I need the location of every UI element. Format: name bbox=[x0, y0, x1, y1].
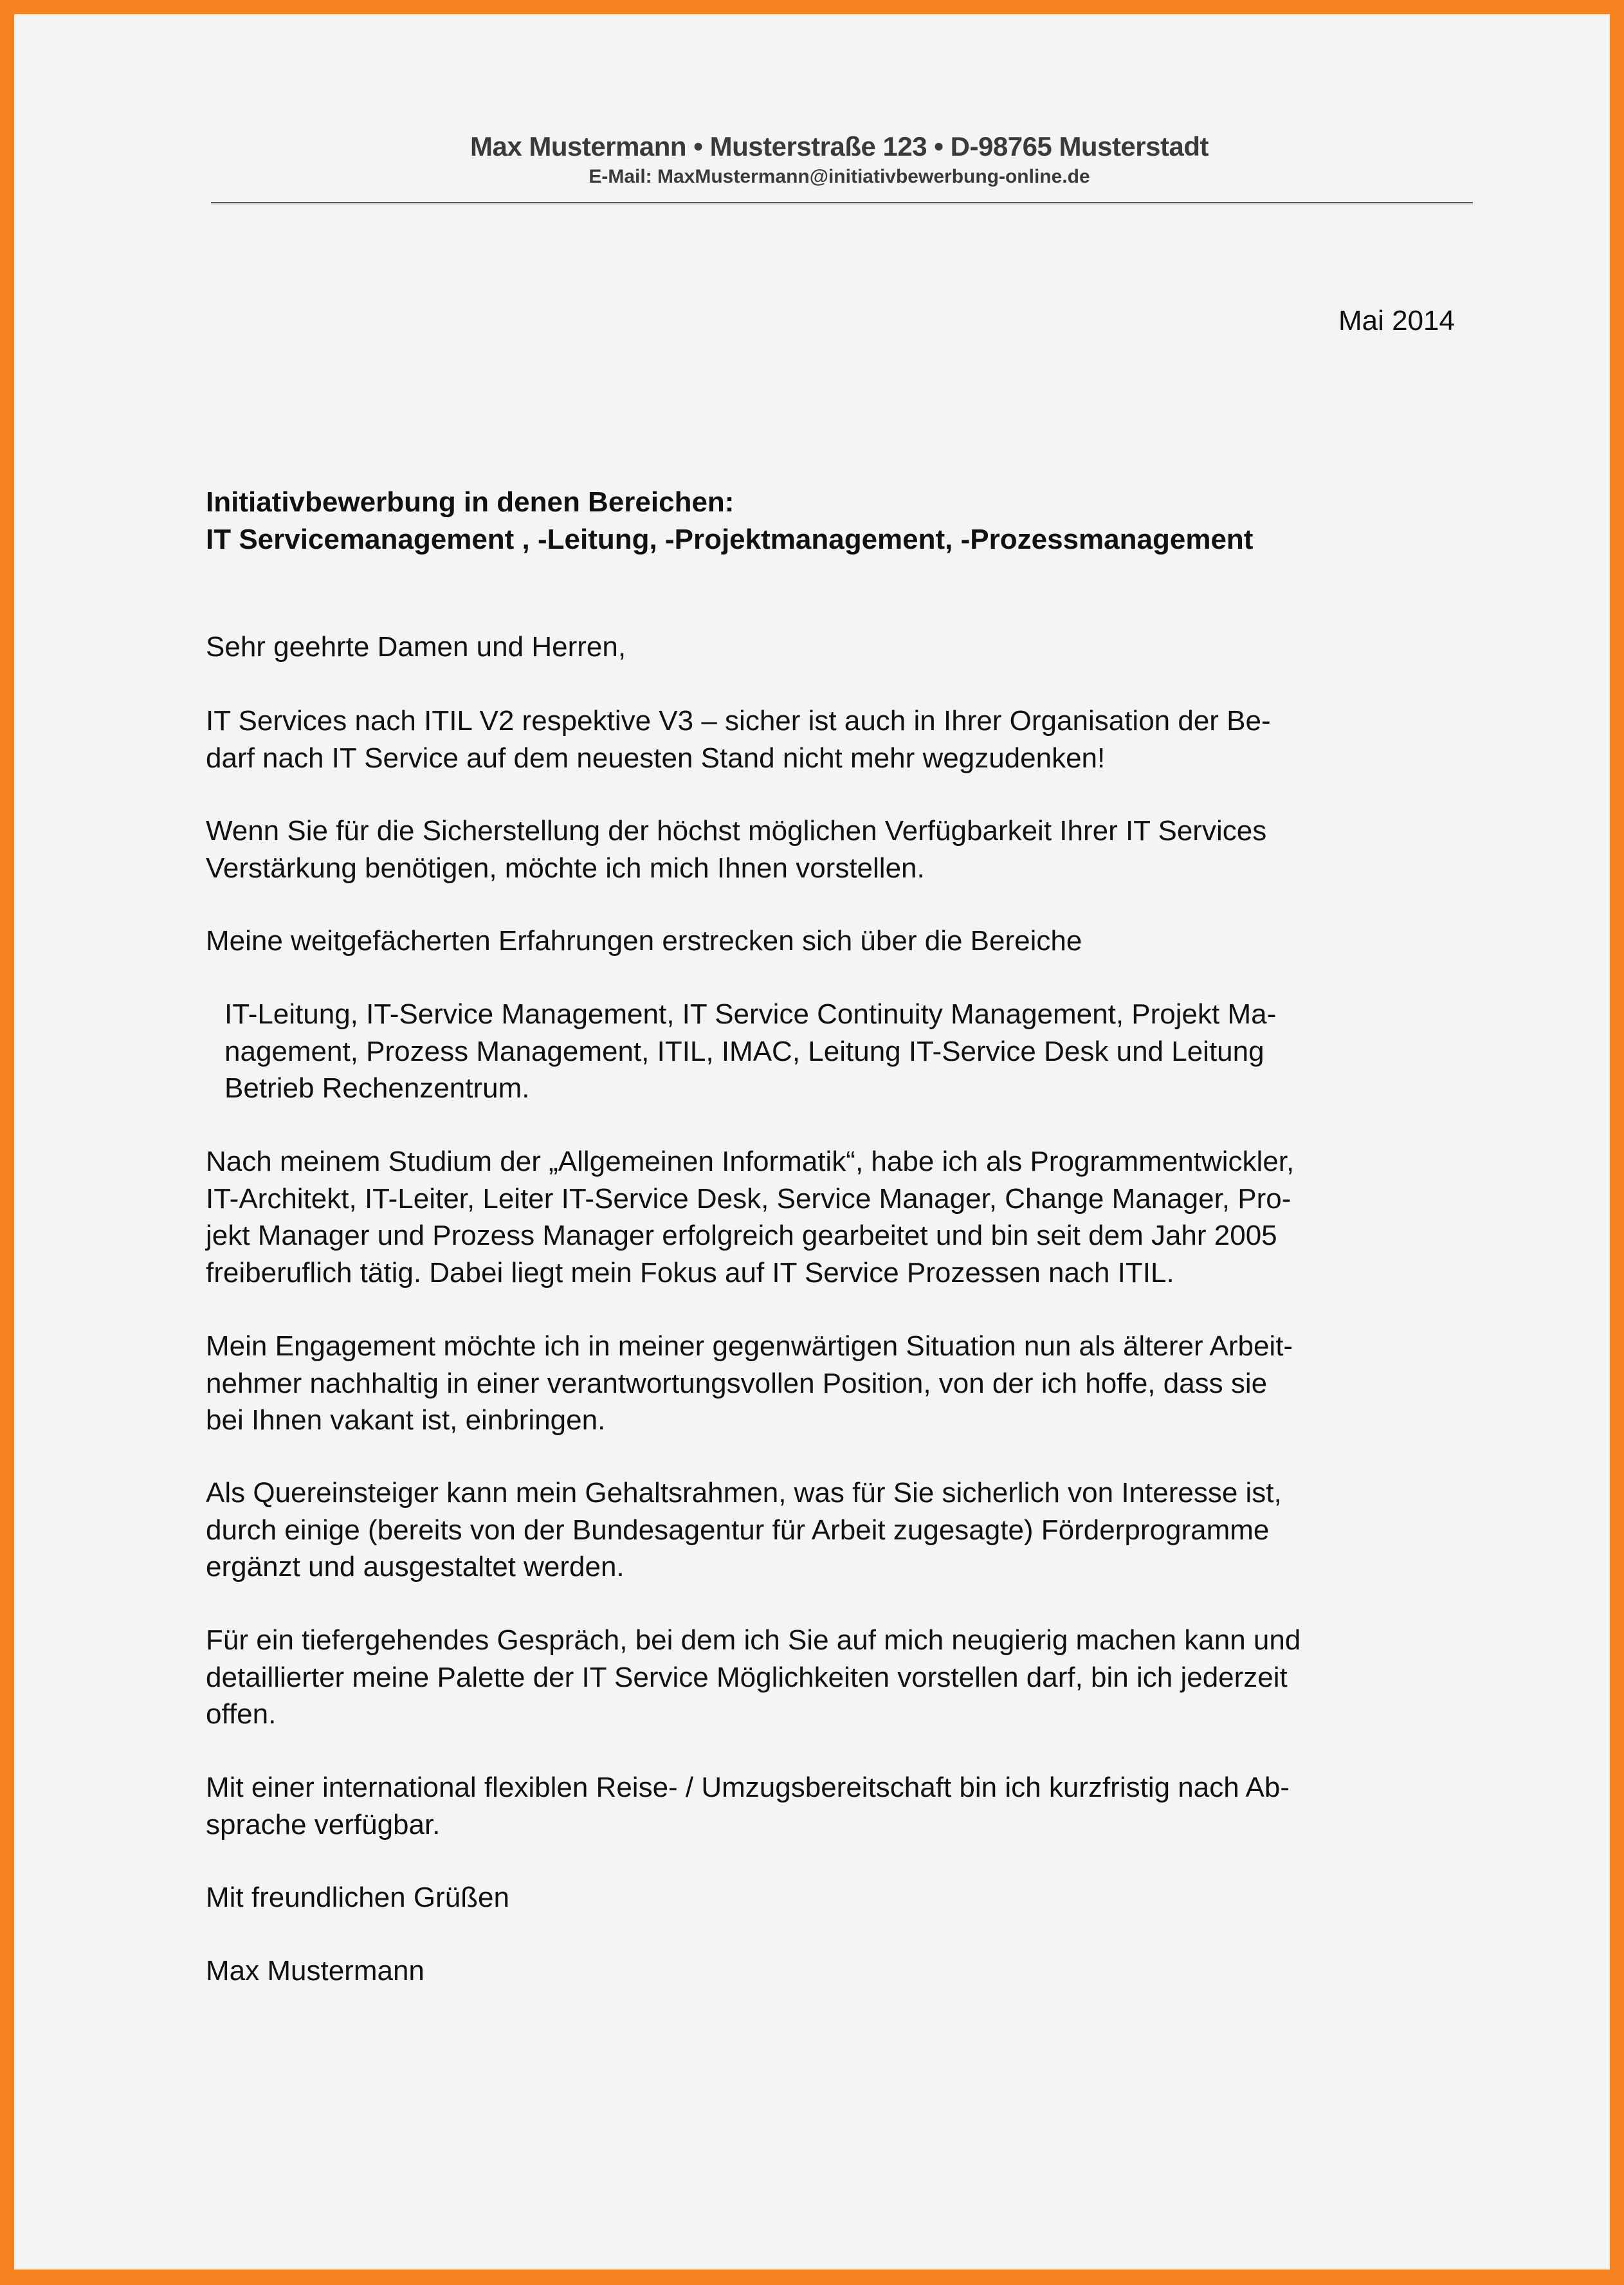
subject-line-2: IT Servicemanagement , -Leitung, -Projektmanagement, -Prozessmanagement bbox=[206, 524, 1254, 555]
salutation bbox=[206, 629, 1479, 666]
paragraph-line: nehmer nachhaltig in einer verantwortungsvollen Position, von der ich hoffe, dass sie bbox=[206, 1367, 1268, 1399]
letterhead-divider bbox=[211, 202, 1473, 205]
paragraph-line: Wenn Sie für die Sicherstellung der höchst möglichen Verfügbarkeit Ihrer IT Services bbox=[206, 815, 1267, 847]
paragraph-line: Für ein tiefergehendes Gespräch, bei dem ich Sie auf mich neugierig machen kann und bbox=[206, 1624, 1301, 1656]
letter-page bbox=[14, 14, 1610, 2270]
subject-block bbox=[206, 484, 1253, 558]
paragraph-line: Nach meinem Studium der „Allgemeinen Informatik“, habe ich als Programmentwickler, bbox=[206, 1146, 1295, 1177]
subject-line-1: Initiativbewerbung in denen Bereichen: bbox=[206, 486, 734, 518]
paragraph-line: sprache verfügbar. bbox=[206, 1808, 441, 1840]
paragraph-3 bbox=[206, 922, 1479, 960]
signature bbox=[206, 1952, 1479, 1990]
closing-text: Mit freundlichen Grüßen bbox=[206, 1882, 509, 1913]
paragraph-line: Verstärkung benötigen, möchte ich mich Ihnen vorstellen. bbox=[206, 852, 925, 884]
expertise-list-paragraph bbox=[224, 996, 1498, 1107]
paragraph-line: detaillierter meine Palette der IT Service Möglichkeiten vorstellen darf, bin ich jederzeit bbox=[206, 1661, 1288, 1693]
salutation-text: Sehr geehrte Damen und Herren, bbox=[206, 631, 626, 663]
paragraph-2 bbox=[206, 812, 1479, 886]
paragraph-line: Mit einer international flexiblen Reise- / Umzugsbereitschaft bin ich kurzfristig nach Ab- bbox=[206, 1772, 1290, 1803]
paragraph-line: nagement, Prozess Management, ITIL, IMAC, Leitung IT-Service Desk und Leitung bbox=[224, 1035, 1264, 1067]
sender-name-address: Max Mustermann • Musterstraße 123 • D-98765 Musterstadt bbox=[470, 131, 1209, 161]
paragraph-5 bbox=[206, 1143, 1479, 1291]
sender-email: E-Mail: MaxMustermann@initiativbewerbung-online.de bbox=[588, 166, 1090, 187]
paragraph-line: freiberuflich tätig. Dabei liegt mein Fokus auf IT Service Prozessen nach ITIL. bbox=[206, 1256, 1174, 1289]
paragraph-1 bbox=[206, 702, 1479, 776]
paragraph-line: jekt Manager und Prozess Manager erfolgreich gearbeitet und bin seit dem Jahr 2005 bbox=[206, 1220, 1277, 1251]
paragraph-line: bei Ihnen vakant ist, einbringen. bbox=[206, 1404, 606, 1436]
paragraph-line: darf nach IT Service auf dem neuesten Stand nicht mehr wegzudenken! bbox=[206, 742, 1106, 774]
paragraph-line: IT-Leitung, IT-Service Management, IT Service Continuity Management, Projekt Ma- bbox=[224, 998, 1277, 1030]
closing bbox=[206, 1879, 1479, 1916]
paragraph-8 bbox=[206, 1622, 1479, 1733]
paragraph-line: ergänzt und ausgestaltet werden. bbox=[206, 1551, 625, 1583]
paragraph-line: Als Quereinsteiger kann mein Gehaltsrahmen, was für Sie sicherlich von Interesse ist, bbox=[206, 1477, 1282, 1509]
paragraph-7 bbox=[206, 1474, 1479, 1586]
paragraph-line: IT-Architekt, IT-Leiter, Leiter IT-Service Desk, Service Manager, Change Manager, Pro- bbox=[206, 1182, 1291, 1215]
paragraph-line: IT Services nach ITIL V2 respektive V3 – sicher ist auch in Ihrer Organisation der Be- bbox=[206, 705, 1271, 737]
paragraph-line: Betrieb Rechenzentrum. bbox=[224, 1072, 530, 1104]
paragraph-6 bbox=[206, 1328, 1479, 1439]
paragraph-9 bbox=[206, 1769, 1479, 1843]
paragraph-line: Meine weitgefächerten Erfahrungen erstrecken sich über die Bereiche bbox=[206, 925, 1082, 957]
paragraph-line: Mein Engagement möchte ich in meiner gegenwärtigen Situation nun als älterer Arbeit- bbox=[206, 1330, 1293, 1362]
signature-name: Max Mustermann bbox=[206, 1955, 424, 1987]
letter-date: Mai 2014 bbox=[1338, 305, 1455, 336]
paragraph-line: offen. bbox=[206, 1698, 277, 1730]
paragraph-line: durch einige (bereits von der Bundesagentur für Arbeit zugesagte) Förderprogramme bbox=[206, 1514, 1270, 1546]
